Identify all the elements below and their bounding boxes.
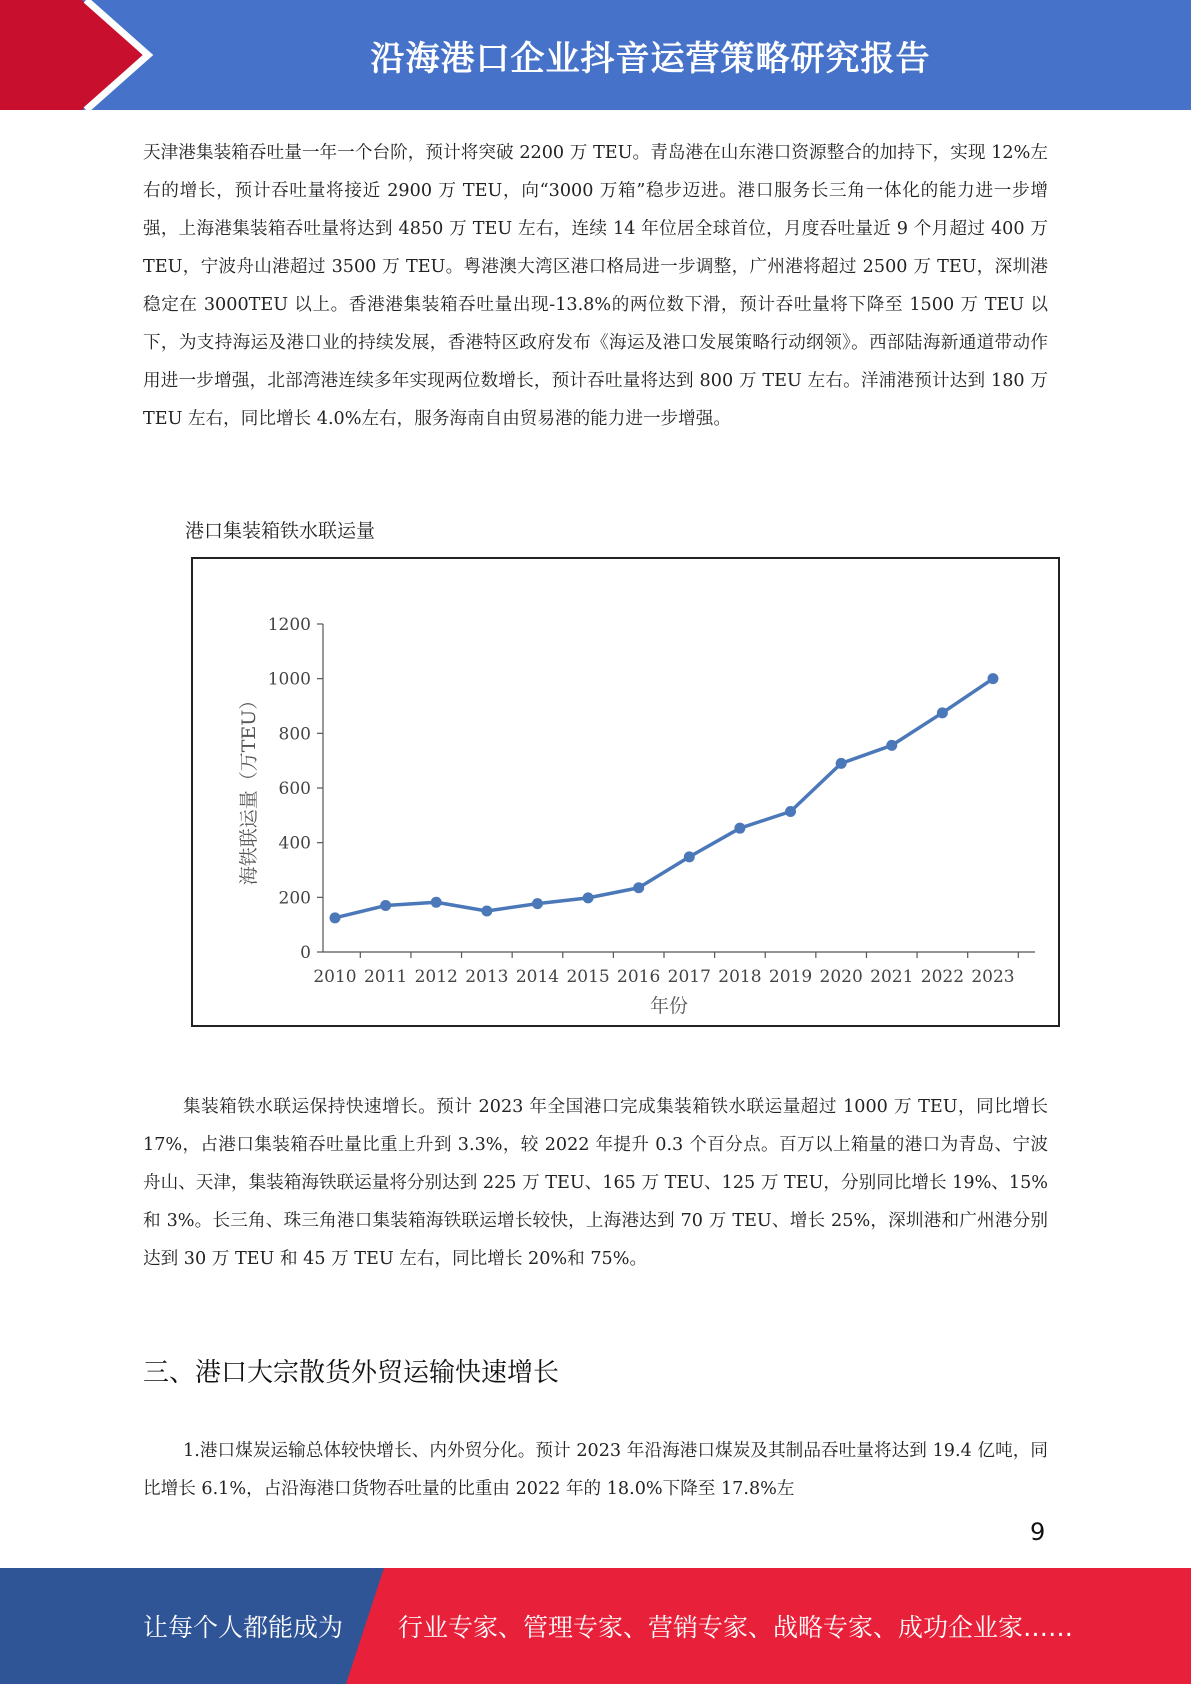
page-number: 9: [1030, 1518, 1046, 1546]
line-chart: [191, 557, 1060, 1027]
data-point: [785, 806, 796, 817]
page-footer: [0, 1568, 1191, 1684]
data-point: [937, 707, 948, 718]
data-point: [988, 673, 999, 684]
footer-slogan-left: 让每个人都能成为: [143, 1613, 344, 1642]
x-tick-label: 2011: [363, 967, 408, 987]
y-tick-label: 800: [278, 724, 311, 745]
body-paragraph-1: 天津港集装箱吞吐量一年一个台阶，预计将突破 2200 万 TEU。青岛港在山东港口资源整合的加持下，实现 12%左右的增长，预计吞吐量将接近 2900 万 TEU，向“3000 万箱”稳步迈进。港口服务长三角一体化的能力进一步增强，上海港集装箱吞吐量将达到 4850 万 TEU 左右，连续 14 年位居全球首位，月度吞吐量近 9 个月超过 400 万 TEU，宁波舟山港超过 3500 万 TEU。粤港澳大湾区港口格局进一步调整，广州港将超过 2500 万 TEU，深圳港稳定在 3000TEU 以上。香港港集装箱吞吐量出现-13.8%的两位数下滑，预计吞吐量将下降至 1500 万 TEU 以下，为支持海运及港口业的持续发展，香港特区政府发布《海运及港口发展策略行动纲领》。西部陆海新通道带动作用进一步增强，北部湾港连续多年实现两位数增长，预计吞吐量将达到 800 万 TEU 左右。洋浦港预计达到 180 万 TEU 左右，同比增长 4.0%左右，服务海南自由贸易港的能力进一步增强。: [143, 143, 1048, 429]
y-tick-label: 1000: [267, 669, 311, 690]
y-tick-label: 600: [278, 779, 311, 799]
x-tick-label: 2014: [515, 967, 560, 987]
chart-caption: 港口集装箱铁水联运量: [185, 520, 376, 542]
x-tick-label: 2016: [617, 967, 661, 987]
footer-slogan-right: 行业专家、管理专家、营销专家、战略专家、成功企业家……: [398, 1613, 1074, 1642]
page-header: [0, 0, 1191, 110]
x-tick-label: 2022: [920, 967, 965, 987]
data-point: [380, 900, 391, 911]
body-paragraph-2: 集装箱铁水联运保持快速增长。预计 2023 年全国港口完成集装箱铁水联运量超过 1000 万 TEU，同比增长 17%，占港口集装箱吞吐量比重上升到 3.3%，较 2022 年提升 0.3 个百分点。百万以上箱量的港口为青岛、宁波舟山、天津，集装箱海铁联运量将分别达到 225 万 TEU、165 万 TEU、125 万 TEU，分别同比增长 19%、15%和 3%。长三角、珠三角港口集装箱海铁联运增长较快，上海港达到 70 万 TEU、增长 25%，深圳港和广州港分别达到 30 万 TEU 和 45 万 TEU 左右，同比增长 20%和 75%。: [143, 1097, 1048, 1269]
x-tick-label: 2021: [870, 967, 914, 987]
x-tick-label: 2012: [414, 967, 458, 987]
data-point: [633, 882, 644, 893]
header-chevron-decoration: [0, 0, 260, 110]
y-tick-label: 0: [300, 943, 311, 963]
x-tick-label: 2023: [971, 967, 1015, 987]
x-tick-label: 2013: [465, 967, 509, 987]
y-tick-label: 200: [278, 888, 311, 909]
data-point: [330, 912, 341, 923]
x-tick-label: 2010: [313, 967, 357, 987]
data-point: [886, 740, 897, 751]
data-point: [836, 758, 847, 769]
y-tick-label: 1200: [267, 615, 311, 635]
x-tick-label: 2019: [768, 967, 813, 987]
x-tick-label: 2017: [667, 967, 711, 987]
section-heading: 三、港口大宗散货外贸运输快速增长: [143, 1358, 560, 1388]
y-tick-label: 400: [278, 833, 311, 854]
data-point: [734, 823, 745, 834]
x-axis-label: 年份: [649, 995, 689, 1017]
x-tick-label: 2018: [718, 967, 762, 987]
data-point: [431, 897, 442, 908]
data-point: [532, 898, 543, 909]
chart-canvas: [193, 559, 1058, 1025]
data-point: [481, 906, 492, 917]
x-tick-label: 2015: [566, 967, 610, 987]
body-paragraph-3: 1.港口煤炭运输总体较快增长、内外贸分化。预计 2023 年沿海港口煤炭及其制品吞吐量将达到 19.4 亿吨，同比增长 6.1%，占沿海港口货物吞吐量的比重由 2022 年的 18.0%下降至 17.8%左: [143, 1441, 1048, 1499]
series-line: [335, 679, 993, 918]
data-point: [583, 892, 594, 903]
y-axis-label: 海铁联运量（万TEU）: [238, 690, 260, 886]
x-tick-label: 2020: [819, 967, 863, 987]
data-point: [684, 851, 695, 862]
report-title: 沿海港口企业抖音运营策略研究报告: [370, 38, 931, 79]
